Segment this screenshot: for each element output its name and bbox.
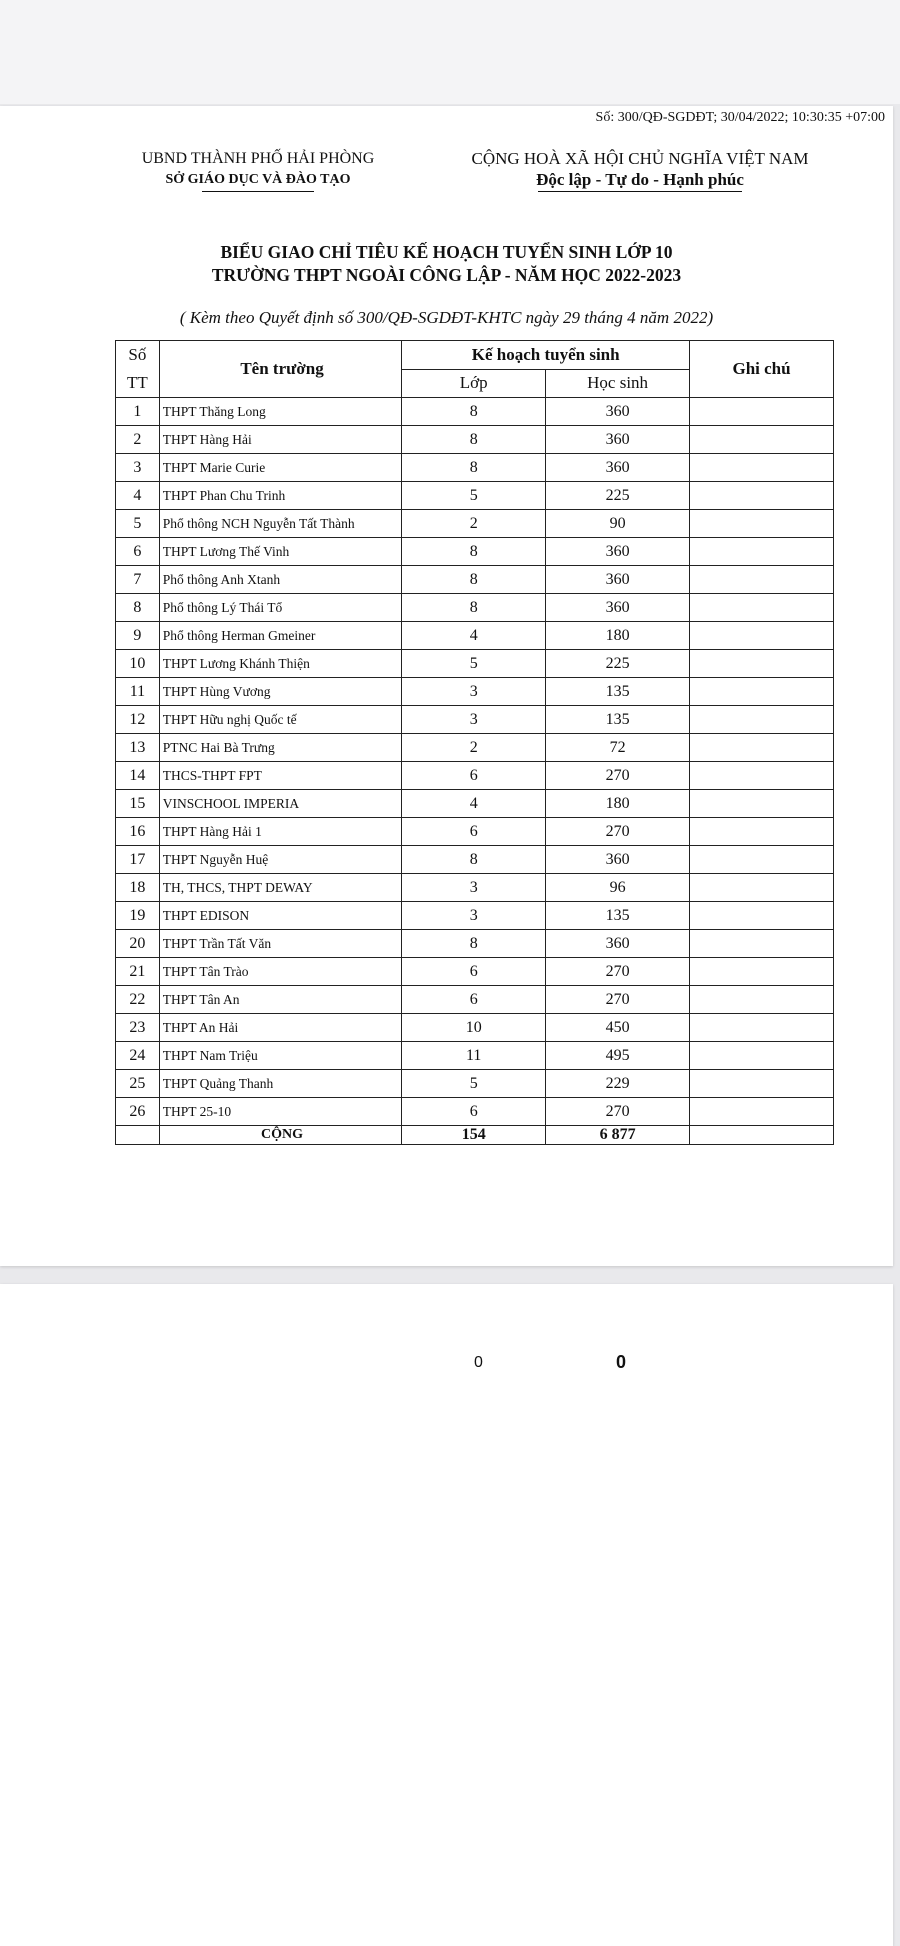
row-notes [690,398,834,426]
table-row [116,1014,834,1042]
row-no: 9 [116,622,160,650]
total-row [116,1126,834,1145]
row-school-name: THCS-THPT FPT [159,762,401,790]
table-row [116,1098,834,1126]
row-students: 360 [546,454,690,482]
row-students: 90 [546,510,690,538]
row-school-name: THPT Hàng Hải 1 [159,818,401,846]
row-classes: 3 [402,678,546,706]
row-notes [690,874,834,902]
table-row [116,790,834,818]
row-classes: 6 [402,818,546,846]
row-students: 450 [546,1014,690,1042]
row-students: 72 [546,734,690,762]
row-notes [690,482,834,510]
row-classes: 2 [402,510,546,538]
row-no: 20 [116,930,160,958]
total-notes-cell [690,1126,834,1145]
table-row [116,902,834,930]
row-notes [690,538,834,566]
row-notes [690,1014,834,1042]
table-row [116,874,834,902]
row-classes: 6 [402,958,546,986]
row-no: 14 [116,762,160,790]
row-students: 180 [546,790,690,818]
row-school-name: PTNC Hai Bà Trưng [159,734,401,762]
department-underline [202,191,314,192]
total-students: 6 877 [546,1126,690,1145]
row-students: 135 [546,678,690,706]
table-row [116,706,834,734]
row-school-name: THPT Hàng Hải [159,426,401,454]
header-enrollment-plan: Kế hoạch tuyển sinh [402,341,690,370]
row-no: 6 [116,538,160,566]
row-students: 180 [546,622,690,650]
row-students: 225 [546,482,690,510]
row-no: 11 [116,678,160,706]
total-classes: 154 [402,1126,546,1145]
row-students: 270 [546,818,690,846]
header-no [116,341,160,398]
row-school-name: Phổ thông Lý Thái Tổ [159,594,401,622]
row-students: 225 [546,650,690,678]
row-no: 8 [116,594,160,622]
page2-value-b: 0 [616,1352,627,1372]
table-row [116,510,834,538]
table-row [116,1042,834,1070]
row-notes [690,1070,834,1098]
row-students: 360 [546,594,690,622]
row-school-name: THPT Lương Khánh Thiện [159,650,401,678]
table-row [116,594,834,622]
row-school-name: Phổ thông Anh Xtanh [159,566,401,594]
table-row [116,622,834,650]
row-school-name: THPT Nam Triệu [159,1042,401,1070]
row-no: 16 [116,818,160,846]
row-no: 1 [116,398,160,426]
table-row [116,398,834,426]
row-school-name: Phổ thông Herman Gmeiner [159,622,401,650]
row-classes: 5 [402,482,546,510]
authority-name: UBND THÀNH PHỐ HẢI PHÒNG [141,150,375,167]
row-notes [690,846,834,874]
row-no: 26 [116,1098,160,1126]
national-motto: Độc lập - Tự do - Hạnh phúc [536,170,744,189]
row-school-name: THPT 25-10 [159,1098,401,1126]
row-no: 19 [116,902,160,930]
row-school-name: THPT Trần Tất Văn [159,930,401,958]
row-school-name: THPT Hùng Vương [159,678,401,706]
row-school-name: THPT Nguyễn Huệ [159,846,401,874]
table-row [116,482,834,510]
row-classes: 11 [402,1042,546,1070]
row-no: 5 [116,510,160,538]
motto-underline [538,191,742,192]
row-school-name: THPT Tân Trào [159,958,401,986]
row-no: 12 [116,706,160,734]
table-row [116,846,834,874]
row-notes [690,706,834,734]
viewer-top-margin [0,0,900,104]
row-classes: 8 [402,538,546,566]
row-students: 360 [546,930,690,958]
row-students: 360 [546,426,690,454]
row-students: 135 [546,706,690,734]
row-notes [690,930,834,958]
row-students: 360 [546,538,690,566]
table-row [116,986,834,1014]
document-page-1 [0,106,893,1266]
row-notes [690,762,834,790]
row-notes [690,454,834,482]
row-school-name: THPT Marie Curie [159,454,401,482]
row-notes [690,818,834,846]
table-row [116,762,834,790]
header-no-line-2: TT [127,373,148,392]
row-notes [690,426,834,454]
table-row [116,1070,834,1098]
row-classes: 8 [402,454,546,482]
row-classes: 6 [402,1098,546,1126]
row-classes: 8 [402,930,546,958]
row-notes [690,1042,834,1070]
header-no-line-1: Số [128,345,147,364]
row-notes [690,1098,834,1126]
row-notes [690,622,834,650]
row-students: 270 [546,1098,690,1126]
table-row [116,734,834,762]
row-no: 4 [116,482,160,510]
table-row [116,678,834,706]
row-notes [690,986,834,1014]
row-classes: 2 [402,734,546,762]
row-students: 96 [546,874,690,902]
table-row [116,538,834,566]
table-row [116,566,834,594]
row-no: 25 [116,1070,160,1098]
row-no: 21 [116,958,160,986]
row-no: 15 [116,790,160,818]
row-school-name: THPT Hữu nghị Quốc tế [159,706,401,734]
row-notes [690,958,834,986]
department-name: SỞ GIÁO DỤC VÀ ĐÀO TẠO [165,172,351,187]
header-school-name: Tên trường [159,341,401,398]
page2-value-a: 0 [474,1354,483,1371]
country-name: CỘNG HOÀ XÃ HỘI CHỦ NGHĨA VIỆT NAM [471,149,809,168]
row-classes: 8 [402,846,546,874]
row-no: 22 [116,986,160,1014]
header-students: Học sinh [546,369,690,398]
row-students: 270 [546,986,690,1014]
row-students: 270 [546,958,690,986]
row-notes [690,678,834,706]
row-classes: 4 [402,790,546,818]
row-students: 270 [546,762,690,790]
total-label: CỘNG [159,1126,401,1145]
decision-reference: ( Kèm theo Quyết định số 300/QĐ-SGDĐT-KHTC ngày 29 tháng 4 năm 2022) [179,308,714,327]
document-title-line-2: TRƯỜNG THPT NGOÀI CÔNG LẬP - NĂM HỌC 2022-2023 [211,265,682,285]
row-no: 17 [116,846,160,874]
row-no: 2 [116,426,160,454]
table-row [116,426,834,454]
row-classes: 8 [402,398,546,426]
row-students: 135 [546,902,690,930]
row-no: 23 [116,1014,160,1042]
row-students: 229 [546,1070,690,1098]
row-students: 360 [546,566,690,594]
row-school-name: THPT EDISON [159,902,401,930]
row-classes: 10 [402,1014,546,1042]
row-school-name: VINSCHOOL IMPERIA [159,790,401,818]
row-classes: 8 [402,594,546,622]
row-classes: 3 [402,874,546,902]
row-students: 360 [546,846,690,874]
row-school-name: THPT Tân An [159,986,401,1014]
signature-stamp: Số: 300/QĐ-SGDĐT; 30/04/2022; 10:30:35 +07:00 [595,110,885,125]
row-classes: 4 [402,622,546,650]
row-no: 24 [116,1042,160,1070]
row-no: 3 [116,454,160,482]
row-classes: 8 [402,566,546,594]
issuing-authority [118,148,398,192]
row-classes: 5 [402,1070,546,1098]
row-classes: 6 [402,986,546,1014]
row-school-name: THPT Thăng Long [159,398,401,426]
header-notes: Ghi chú [690,341,834,398]
row-notes [690,594,834,622]
row-students: 495 [546,1042,690,1070]
national-header [430,148,850,192]
table-row [116,930,834,958]
row-no: 10 [116,650,160,678]
row-notes [690,790,834,818]
table-row [116,454,834,482]
table-row [116,650,834,678]
row-school-name: THPT Quảng Thanh [159,1070,401,1098]
document-page-2 [0,1284,893,1946]
row-notes [690,734,834,762]
enrollment-plan-table [115,340,834,1145]
row-no: 13 [116,734,160,762]
table-row [116,958,834,986]
row-school-name: THPT Lương Thế Vinh [159,538,401,566]
row-classes: 3 [402,902,546,930]
row-notes [690,566,834,594]
row-classes: 6 [402,762,546,790]
header-classes: Lớp [402,369,546,398]
row-notes [690,650,834,678]
row-no: 7 [116,566,160,594]
row-notes [690,510,834,538]
row-no: 18 [116,874,160,902]
row-school-name: THPT An Hải [159,1014,401,1042]
row-notes [690,902,834,930]
row-school-name: THPT Phan Chu Trinh [159,482,401,510]
row-classes: 5 [402,650,546,678]
row-classes: 8 [402,426,546,454]
document-title-line-1: BIỂU GIAO CHỈ TIÊU KẾ HOẠCH TUYỂN SINH LỚP 10 [220,242,673,262]
row-classes: 3 [402,706,546,734]
row-school-name: Phổ thông NCH Nguyễn Tất Thành [159,510,401,538]
total-no-cell [116,1126,160,1145]
row-students: 360 [546,398,690,426]
table-row [116,818,834,846]
row-school-name: TH, THCS, THPT DEWAY [159,874,401,902]
